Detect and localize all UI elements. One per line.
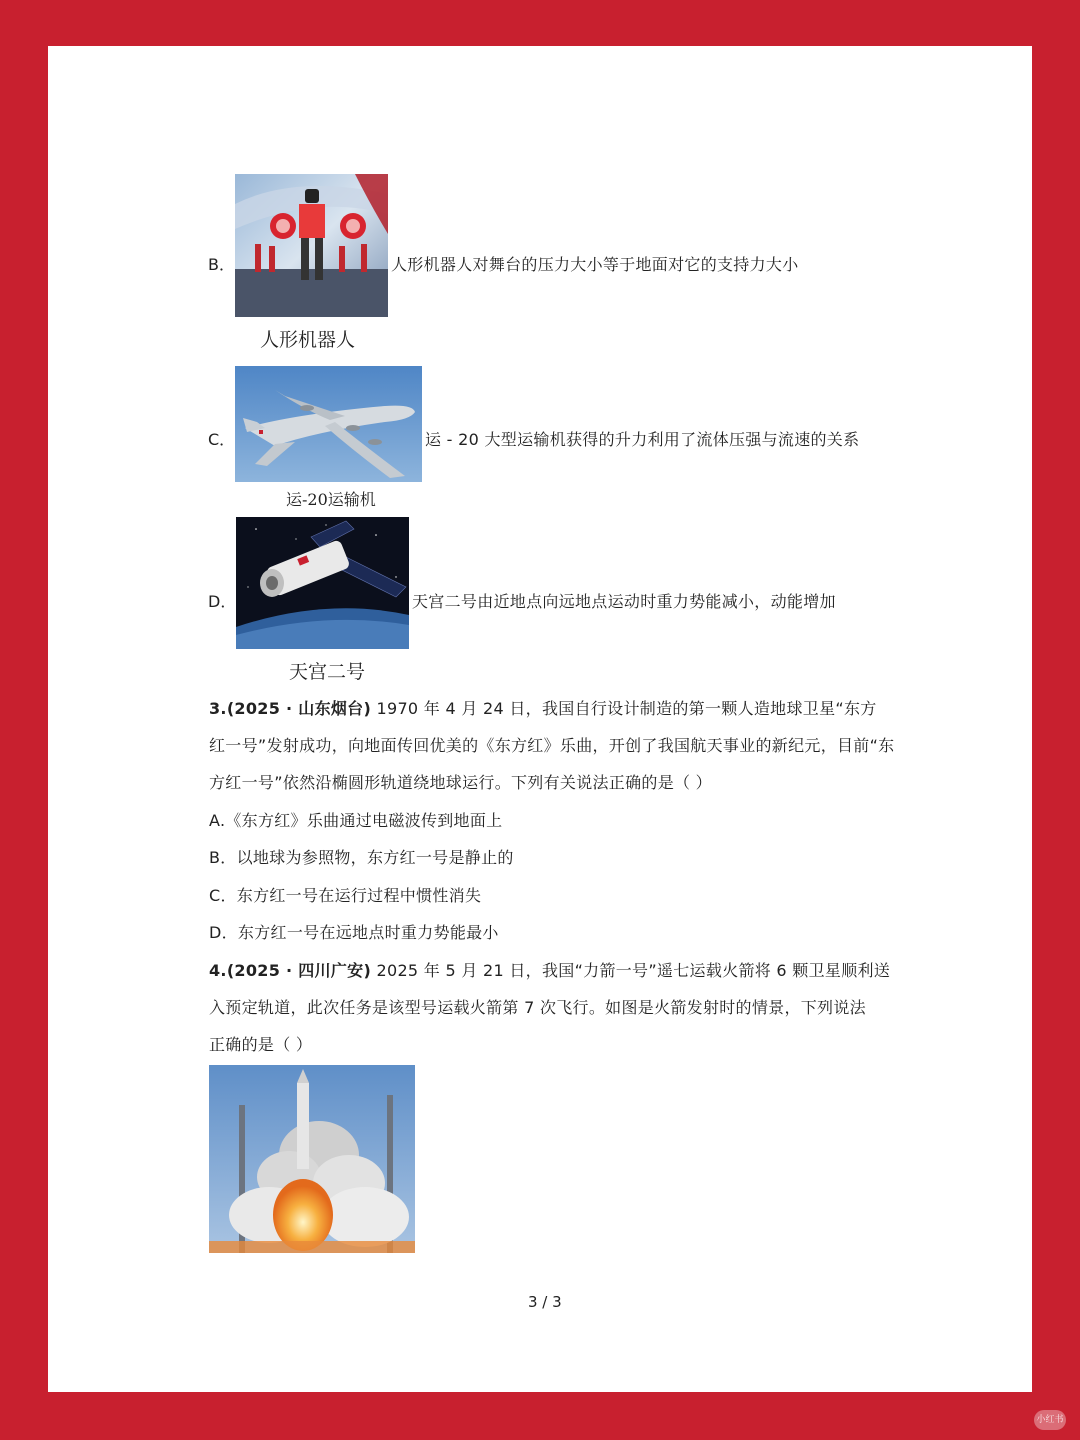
- option-b-text: 人形机器人对舞台的压力大小等于地面对它的支持力大小: [391, 255, 799, 274]
- question-3-stem-3: 方红一号”依然沿椭圆形轨道绕地球运行。下列有关说法正确的是（ ）: [209, 773, 712, 792]
- question-3-option-c: C．东方红一号在运行过程中惯性消失: [209, 886, 482, 905]
- question-3-option-d: D．东方红一号在远地点时重力势能最小: [209, 923, 499, 942]
- option-d-letter: D．: [208, 592, 237, 611]
- question-3-stem-2: 红一号”发射成功，向地面传回优美的《东方红》乐曲，开创了我国航天事业的新纪元，目前“东: [209, 736, 895, 755]
- question-3-source: (2025 · 山东烟台): [226, 699, 372, 718]
- question-3-number: 3.: [209, 699, 227, 718]
- question-3-stem-1: 1970 年 4 月 24 日，我国自行设计制造的第一颗人造地球卫星“东方: [376, 699, 877, 718]
- y20-transport-aircraft-image: [235, 366, 422, 482]
- watermark-logo: 小红书: [1034, 1410, 1066, 1430]
- question-3-option-b: B．以地球为参照物，东方红一号是静止的: [209, 848, 514, 867]
- page-number: 3 / 3: [528, 1293, 562, 1311]
- option-d-text: 天宫二号由近地点向远地点运动时重力势能减小，动能增加: [412, 592, 836, 611]
- option-c-text: 运 - 20 大型运输机获得的升力利用了流体压强与流速的关系: [425, 430, 860, 449]
- question-3-line-1: [209, 696, 877, 719]
- exam-page: [48, 46, 1032, 1392]
- rocket-launch-image: [209, 1065, 415, 1253]
- question-4-source: (2025 · 四川广安): [226, 961, 372, 980]
- option-d-caption: 天宫二号: [289, 661, 366, 683]
- option-c-caption: 运-20运输机: [286, 490, 376, 509]
- option-b-letter: B．: [208, 255, 235, 274]
- question-4-stem-3: 正确的是（ ）: [209, 1035, 313, 1054]
- option-b-caption: 人形机器人: [260, 329, 356, 351]
- question-3-option-a: A.《东方红》乐曲通过电磁波传到地面上: [209, 811, 503, 830]
- option-c-letter: C．: [208, 430, 236, 449]
- tiangong-2-image: [236, 517, 409, 649]
- question-4-line-1: [209, 958, 890, 981]
- humanoid-robot-image: [235, 174, 388, 317]
- question-4-stem-1: 2025 年 5 月 21 日，我国“力箭一号”遥七运载火箭将 6 颗卫星顺利送: [376, 961, 891, 980]
- question-4-number: 4.: [209, 961, 227, 980]
- question-4-stem-2: 入预定轨道，此次任务是该型号运载火箭第 7 次飞行。如图是火箭发射时的情景，下列说法: [209, 998, 866, 1017]
